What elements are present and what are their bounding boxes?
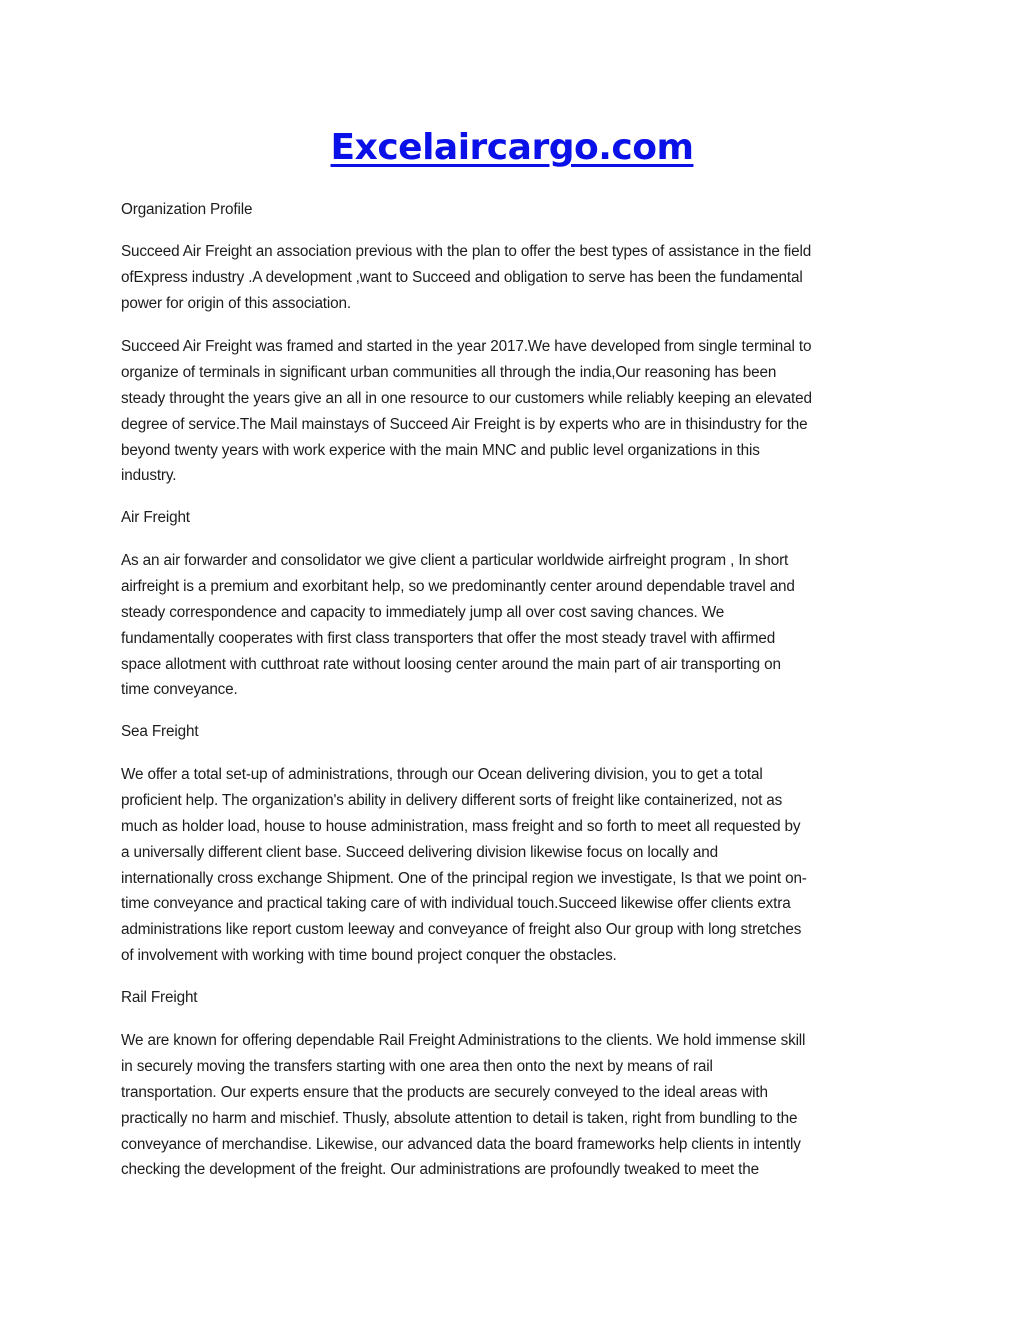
text-line: organize of terminals in significant urban communities all through the india,Our reasoning has been: [121, 363, 777, 381]
paragraph-sea-freight: [121, 762, 921, 969]
text-line: fundamentally cooperates with first class transporters that offer the most steady travel with affirmed: [121, 629, 776, 647]
text-line: We are known for offering dependable Rail Freight Administrations to the clients. We hold immense skill: [121, 1032, 806, 1049]
text-line: proficient help. The organization's ability in delivery different sorts of freight like containerized, not as: [121, 791, 783, 809]
section-heading-sea-freight: Sea Freight: [121, 723, 199, 740]
paragraph-organization-intro: [121, 239, 921, 317]
site-title-link[interactable]: Excelaircargo.com: [330, 127, 694, 168]
paragraph-rail-freight: [121, 1028, 921, 1183]
section-heading-rail-freight: Rail Freight: [121, 989, 198, 1006]
text-line: steady correspondence and capacity to immediately jump all over cost saving chances. We: [121, 603, 725, 621]
paragraph-organization-history: [121, 334, 921, 489]
text-line: checking the development of the freight. Our administrations are profoundly tweaked to meet the: [121, 1161, 759, 1179]
text-line: ofExpress industry .A development ,want to Succeed and obligation to serve has been the fundamental: [121, 268, 803, 286]
text-line: We offer a total set-up of administrations, through our Ocean delivering division, you to get a total: [121, 766, 763, 783]
text-line: practically no harm and mischief. Thusly, absolute attention to detail is taken, right from bundling to the: [121, 1109, 798, 1127]
text-line: a universally different client base. Succeed delivering division likewise focus on locally and: [121, 843, 718, 861]
text-line: much as holder load, house to house administration, mass freight and so forth to meet all requested by: [121, 817, 801, 835]
text-line: conveyance of merchandise. Likewise, our advanced data the board frameworks help clients in intently: [121, 1135, 801, 1153]
text-line: internationally cross exchange Shipment. One of the principal region we investigate, Is that we point on-: [121, 869, 807, 887]
paragraph-air-freight: [121, 548, 921, 703]
text-line: power for origin of this association.: [121, 294, 351, 312]
section-heading-organization-profile: Organization Profile: [121, 201, 253, 218]
text-line: beyond twenty years with work experice with the main MNC and public level organizations in this: [121, 441, 760, 459]
text-line: Succeed Air Freight an association previous with the plan to offer the best types of assistance in the field: [121, 243, 812, 260]
text-line: steady throught the years give an all in one resource to our customers while reliably keeping an elevated: [121, 389, 812, 407]
text-line: space allotment with cutthroat rate without loosing center around the main part of air transporting on: [121, 655, 781, 673]
text-line: administrations like report custom leeway and conveyance of freight also Our group with long stretches: [121, 921, 802, 939]
text-line: time conveyance.: [121, 681, 238, 699]
text-line: airfreight is a premium and exorbitant help, so we predominantly center around dependable travel and: [121, 577, 795, 595]
text-line: degree of service.The Mail mainstays of Succeed Air Freight is by experts who are in thisindustry for the: [121, 415, 808, 433]
text-line: industry.: [121, 467, 177, 485]
text-line: time conveyance and practical taking care of with individual touch.Succeed likewise offer clients extra: [121, 895, 791, 913]
text-line: As an air forwarder and consolidator we give client a particular worldwide airfreight program , In short: [121, 552, 789, 569]
text-line: in securely moving the transfers starting with one area then onto the next by means of rail: [121, 1057, 713, 1075]
text-line: Succeed Air Freight was framed and started in the year 2017.We have developed from single terminal to: [121, 338, 812, 355]
text-line: transportation. Our experts ensure that the products are securely conveyed to the ideal areas with: [121, 1083, 768, 1101]
page-title: [0, 120, 1024, 176]
section-heading-air-freight: Air Freight: [121, 509, 190, 526]
text-line: of involvement with working with time bound project conquer the obstacles.: [121, 947, 617, 965]
